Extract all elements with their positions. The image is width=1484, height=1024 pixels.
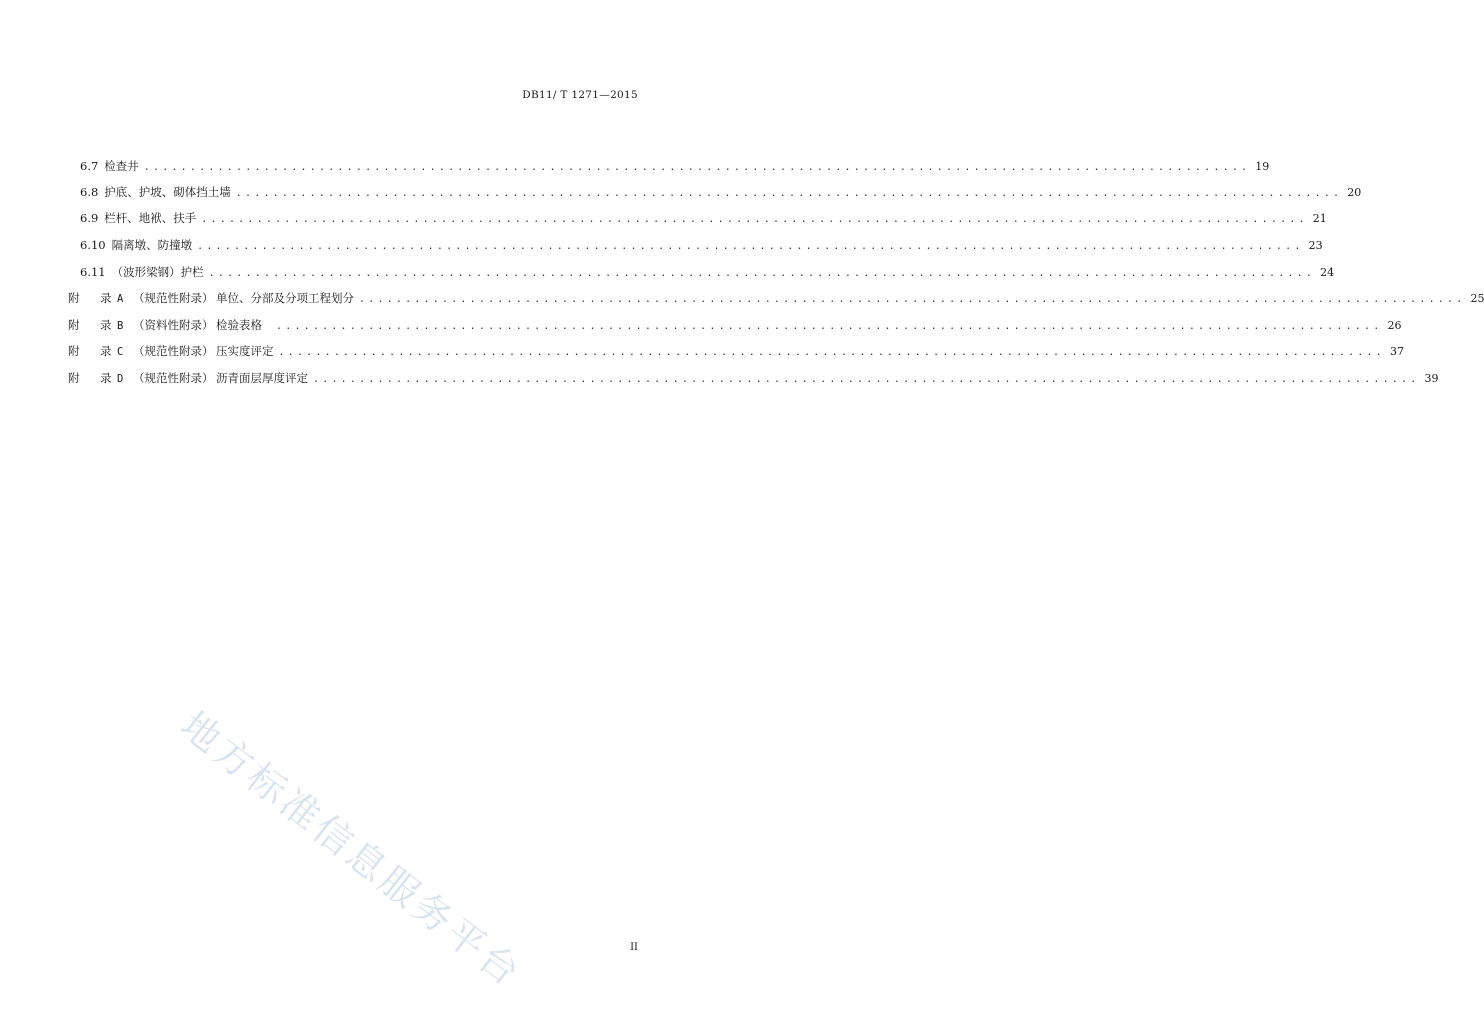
appendix-letter: C [117, 346, 124, 358]
toc-entry-number: 6.10 [80, 238, 106, 252]
dot-leader: ........................................................................................................................ [201, 214, 1308, 225]
appendix-kind: （规范性附录） [133, 344, 214, 358]
toc-entry-title: 单位、分部及分项工程划分 [216, 291, 354, 305]
appendix-letter: B [117, 320, 124, 332]
toc-entry-page: 26 [1387, 319, 1402, 332]
toc-entry-title: 检查井 [104, 159, 139, 173]
toc-appendix-c[interactable] [68, 344, 1404, 360]
appendix-letter: A [117, 293, 124, 305]
toc-appendix-b[interactable] [68, 318, 1402, 334]
toc-entry-page: 25 [1470, 292, 1484, 305]
appendix-word-fu: 附 [68, 344, 80, 358]
toc-entry-title: 隔离墩、防撞墩 [111, 238, 193, 252]
dot-leader: ........................................................................................................................ [313, 374, 1420, 385]
dot-leader: ........................................................................................................................ [143, 162, 1251, 173]
dot-leader: ........................................................................................................................ [208, 268, 1316, 279]
appendix-word-fu: 附 [68, 371, 80, 385]
toc-entry-number: 6.9 [80, 211, 99, 225]
toc-entry-6-7[interactable] [80, 159, 1270, 175]
appendix-kind: （规范性附录） [133, 291, 214, 305]
dot-leader: ........................................................................................................................ [276, 321, 1383, 332]
toc-entry-page: 20 [1347, 186, 1362, 199]
toc-entry-page: 24 [1320, 266, 1335, 279]
dot-leader: ........................................................................................................................ [278, 347, 1385, 358]
appendix-label [68, 371, 216, 386]
toc-entry-title: 沥青面层厚度评定 [216, 371, 308, 385]
dot-leader: ........................................................................................................................ [197, 241, 1304, 252]
watermark: 地方标准信息服务平台 [172, 702, 531, 997]
appendix-letter: D [117, 373, 124, 385]
appendix-word-lu: 录 [100, 318, 112, 332]
toc-entry-6-9[interactable] [80, 211, 1327, 227]
appendix-kind: （规范性附录） [133, 371, 214, 385]
dot-leader: ........................................................................................................................ [359, 294, 1466, 305]
toc-entry-page: 39 [1424, 372, 1439, 385]
toc-entry-title: 压实度评定 [216, 344, 274, 358]
appendix-word-fu: 附 [68, 318, 80, 332]
document-code: DB11/ T 1271—2015 [522, 89, 638, 101]
appendix-word-lu: 录 [100, 344, 112, 358]
toc-entry-title: 检验表格 [216, 318, 262, 332]
appendix-label [68, 318, 216, 333]
toc-entry-6-11[interactable] [80, 265, 1335, 281]
toc-entry-number: 6.8 [80, 185, 99, 199]
dot-leader: ........................................................................................................................ [235, 188, 1343, 199]
appendix-label [68, 291, 216, 306]
toc-appendix-a[interactable] [68, 291, 1484, 307]
toc-entry-title: （波形梁钢）护栏 [111, 265, 204, 279]
toc-entry-page: 37 [1389, 345, 1404, 358]
toc-entry-page: 21 [1312, 212, 1327, 225]
toc-appendix-d[interactable] [68, 371, 1439, 387]
toc-entry-6-10[interactable] [80, 238, 1323, 254]
toc-entry-number: 6.7 [80, 159, 99, 173]
toc-entry-page: 19 [1255, 160, 1270, 173]
toc-entry-page: 23 [1308, 239, 1323, 252]
appendix-label [68, 344, 216, 359]
toc-entry-6-8[interactable] [80, 185, 1362, 201]
page-number: II [630, 942, 638, 953]
toc-entry-title: 护底、护坡、砌体挡土墙 [104, 185, 231, 199]
appendix-kind: （资料性附录） [133, 318, 214, 332]
toc-entry-number: 6.11 [80, 265, 106, 279]
appendix-word-lu: 录 [100, 371, 112, 385]
appendix-word-lu: 录 [100, 291, 112, 305]
toc-entry-title: 栏杆、地袱、扶手 [104, 211, 197, 225]
appendix-word-fu: 附 [68, 291, 80, 305]
